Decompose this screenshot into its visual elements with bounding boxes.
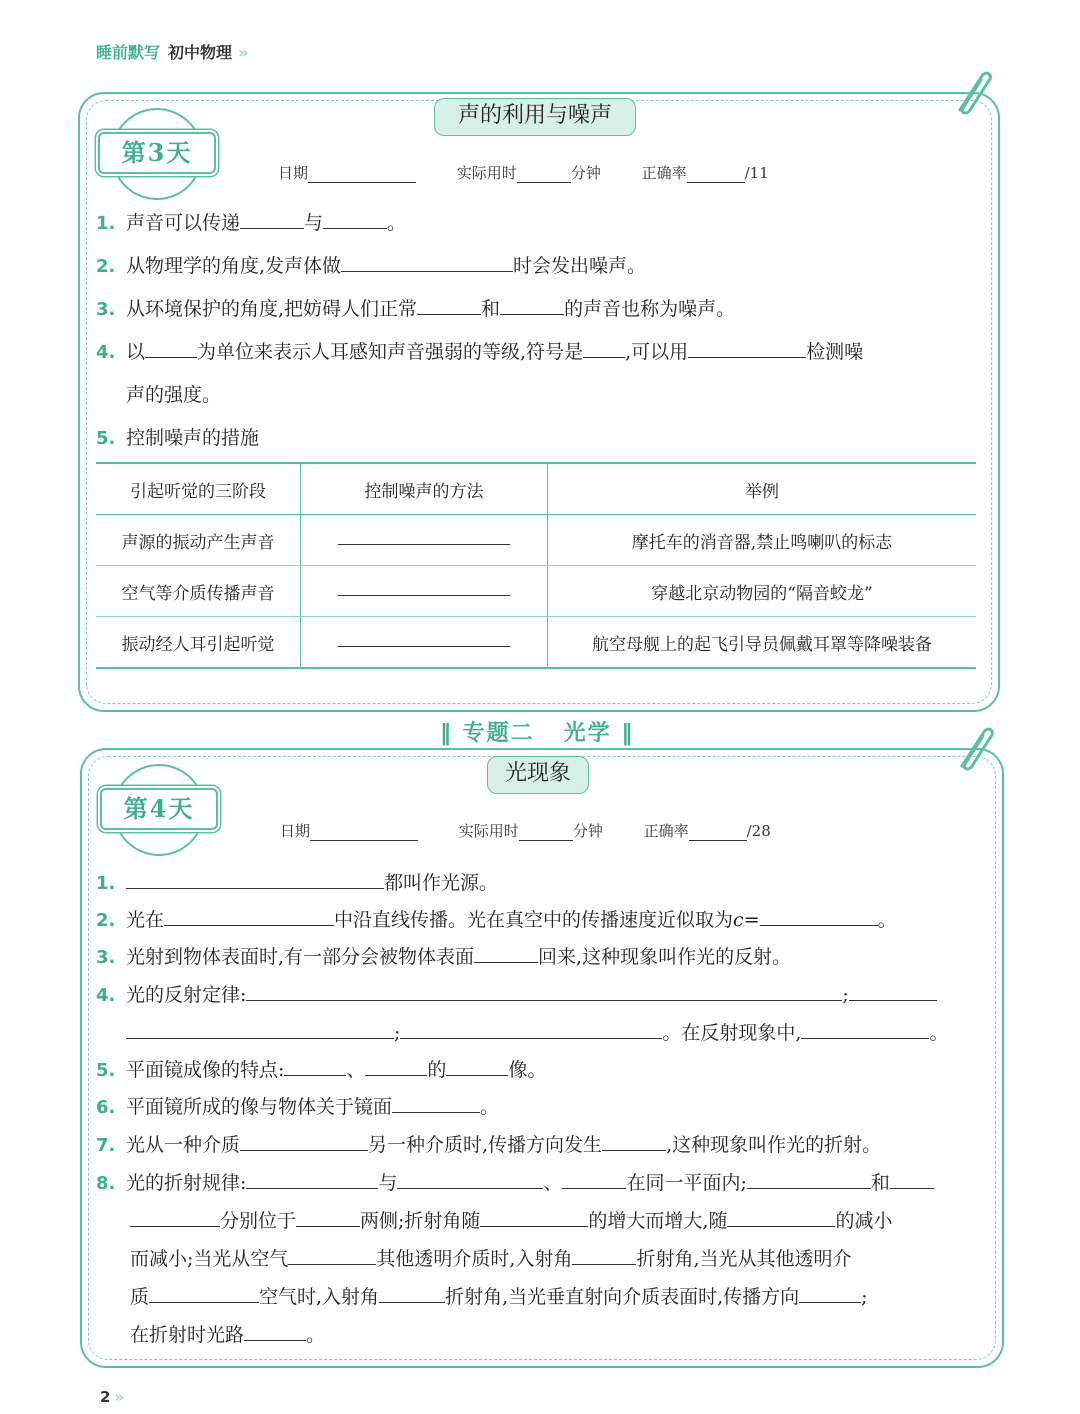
question-item: 6. 平面镜所成的像与物体关于镜面 。 [96, 1096, 500, 1118]
answer-blank[interactable] [500, 296, 564, 315]
answer-blank[interactable] [164, 907, 334, 926]
table-row: 声源的振动产生声音 摩托车的消音器,禁止鸣喇叭的标志 [96, 515, 976, 566]
subject-label: 初中物理 [168, 43, 233, 62]
answer-blank[interactable] [392, 1094, 480, 1113]
answer-blank[interactable] [341, 253, 513, 272]
day4-badge-label: 第4天 [100, 788, 218, 830]
accuracy-field[interactable] [687, 166, 745, 183]
day3-badge-label: 第3天 [98, 132, 216, 174]
section-heading: ‖ 专题二 光学 ‖ [440, 721, 635, 746]
answer-blank[interactable] [244, 1322, 306, 1341]
answer-blank[interactable] [338, 530, 510, 545]
answer-blank[interactable] [246, 982, 842, 1001]
answer-blank[interactable] [583, 339, 625, 358]
date-label: 日期 [280, 822, 311, 840]
answer-blank[interactable] [446, 1057, 508, 1076]
answer-blank[interactable] [480, 1208, 588, 1227]
question-item: 1. 都叫作光源。 [96, 872, 499, 894]
accuracy-label: 正确率 [643, 822, 689, 840]
table-header: 引起听觉的三阶段 [96, 463, 301, 515]
answer-blank[interactable] [688, 339, 806, 358]
time-label: 实际用时 [458, 822, 519, 840]
answer-blank[interactable] [296, 1208, 360, 1227]
date-field[interactable] [310, 824, 418, 841]
answer-blank[interactable] [149, 1284, 259, 1303]
answer-blank[interactable] [338, 632, 510, 647]
answer-blank[interactable] [323, 210, 387, 229]
answer-blank[interactable] [400, 1020, 662, 1039]
time-unit: 分钟 [572, 822, 603, 840]
question-continuation: 质 空气时,入射角 折射角,当光垂直射向介质表面时,传播方向 ; [130, 1286, 868, 1308]
question-continuation: 而减小;当光从空气 其他透明介质时,入射角 折射角,当光从其他透明介 [130, 1248, 852, 1270]
answer-blank[interactable] [474, 944, 538, 963]
answer-blank[interactable] [760, 907, 878, 926]
question-item: 4. 以 为单位来表示人耳感知声音强弱的等级,符号是 ,可以用 检测噪 [96, 341, 864, 363]
answer-blank[interactable] [126, 870, 384, 889]
accuracy-label: 正确率 [641, 164, 687, 182]
accuracy-total: /28 [746, 822, 771, 840]
question-continuation: ; 。在反射现象中, 。 [126, 1018, 948, 1045]
answer-blank[interactable] [602, 1132, 666, 1151]
question-item: 1. 声音可以传递 与 。 [96, 212, 407, 234]
date-field[interactable] [308, 166, 416, 183]
answer-blank[interactable] [145, 339, 197, 358]
question-item: 4. 光的反射定律: ; [96, 980, 937, 1007]
time-field[interactable] [517, 166, 571, 183]
answer-blank[interactable] [890, 1170, 934, 1189]
question-item: 2. 光在 中沿直线传播。光在真空中的传播速度近似取为c= 。 [96, 909, 897, 931]
page-arrow-icon: » [114, 1388, 125, 1406]
noise-control-table [96, 462, 976, 669]
question-continuation: 分别位于 两侧;折射角随 的增大而增大,随 的减小 [130, 1206, 892, 1233]
answer-blank[interactable] [417, 296, 481, 315]
answer-blank[interactable] [126, 1020, 394, 1039]
answer-blank[interactable] [288, 1246, 376, 1265]
answer-blank[interactable] [799, 1284, 861, 1303]
accuracy-field[interactable] [689, 824, 747, 841]
date-label: 日期 [278, 164, 309, 182]
answer-blank[interactable] [727, 1208, 835, 1227]
question-item: 2. 从物理学的角度,发声体做 时会发出噪声。 [96, 255, 647, 277]
question-item: 8. 光的折射规律: 与 、 在同一平面内; 和 [96, 1168, 934, 1195]
question-item: 7. 光从一种介质 另一种介质时,传播方向发生 ,这种现象叫作光的折射。 [96, 1134, 882, 1156]
question-continuation: 声的强度。 [126, 384, 222, 406]
day4-meta [280, 820, 771, 841]
table-header: 举例 [548, 463, 977, 515]
question-item: 5. 控制噪声的措施 [96, 427, 260, 449]
table-row: 空气等介质传播声音 穿越北京动物园的“隔音蛟龙” [96, 566, 976, 617]
day3-meta [278, 162, 769, 183]
time-field[interactable] [519, 824, 573, 841]
day3-badge [98, 108, 216, 200]
accuracy-total: /11 [744, 164, 769, 182]
page-number: 2 » [100, 1388, 125, 1406]
time-unit: 分钟 [570, 164, 601, 182]
answer-blank[interactable] [240, 1132, 368, 1151]
answer-blank[interactable] [572, 1246, 636, 1265]
answer-blank[interactable] [801, 1020, 929, 1039]
answer-blank[interactable] [747, 1170, 871, 1189]
day4-badge [100, 764, 218, 856]
question-item: 5. 平面镜成像的特点: 、 的 像。 [96, 1059, 547, 1081]
paperclip-icon [948, 66, 996, 120]
answer-blank[interactable] [379, 1284, 445, 1303]
answer-blank[interactable] [562, 1170, 626, 1189]
answer-blank[interactable] [246, 1170, 378, 1189]
answer-blank[interactable] [365, 1057, 427, 1076]
header-arrow-icon: » [238, 43, 249, 62]
answer-blank[interactable] [284, 1057, 346, 1076]
answer-blank[interactable] [240, 210, 304, 229]
answer-blank[interactable] [130, 1208, 220, 1227]
table-row: 振动经人耳引起听觉 航空母舰上的起飞引导员佩戴耳罩等降噪装备 [96, 617, 976, 669]
series-brand: 睡前默写 [96, 43, 161, 62]
answer-blank[interactable] [397, 1170, 543, 1189]
paperclip-icon [950, 722, 998, 776]
day3-title: 声的利用与噪声 [434, 98, 636, 136]
page-header [96, 40, 248, 63]
question-item: 3. 光射到物体表面时,有一部分会被物体表面 回来,这种现象叫作光的反射。 [96, 946, 792, 968]
answer-blank[interactable] [849, 982, 937, 1001]
answer-blank[interactable] [338, 581, 510, 596]
question-item: 3. 从环境保护的角度,把妨碍人们正常 和 的声音也称为噪声。 [96, 298, 736, 320]
question-continuation: 在折射时光路 。 [130, 1324, 326, 1346]
time-label: 实际用时 [456, 164, 517, 182]
day4-title: 光现象 [487, 756, 589, 794]
table-header: 控制噪声的方法 [301, 463, 548, 515]
